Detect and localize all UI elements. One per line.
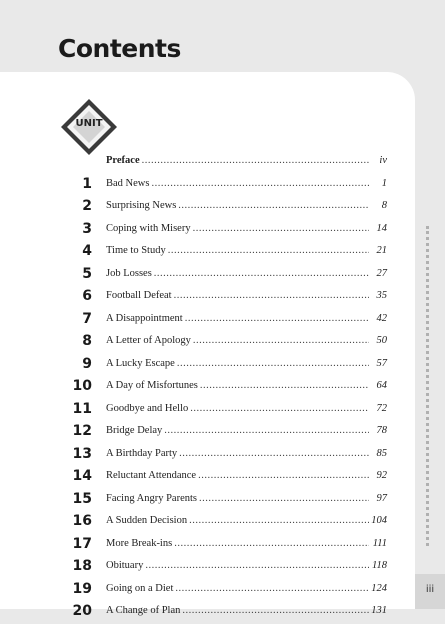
table-of-contents [0,151,415,624]
unit-title: Facing Angry Parents [106,492,197,504]
unit-number: 12 [72,423,92,439]
unit-number: 16 [72,513,92,529]
dot-leader [142,154,369,168]
page-number: iii [425,584,435,595]
unit-number: 4 [82,243,92,259]
toc-unit-row[interactable] [0,264,415,287]
toc-unit-row[interactable] [0,556,415,579]
dot-leader [177,357,369,371]
toc-unit-row[interactable] [0,241,415,264]
unit-title: Football Defeat [106,290,172,301]
dot-leader [168,244,369,258]
dot-leader [190,402,369,416]
dot-leader [182,604,369,618]
unit-page: 72 [376,402,387,414]
toc-unit-row[interactable] [0,399,415,422]
toc-unit-row[interactable] [0,444,415,467]
unit-number: 6 [82,288,92,304]
unit-number: 9 [82,355,92,372]
dot-leader [178,199,369,213]
toc-unit-row[interactable] [0,534,415,557]
dot-leader [189,514,369,528]
unit-title: A Disappointment [106,312,183,324]
dotted-margin-decoration [426,226,429,546]
dot-leader [174,289,369,303]
unit-number: 18 [72,558,92,574]
unit-title: A Day of Misfortunes [106,380,198,391]
unit-number: 17 [72,535,92,552]
unit-number: 10 [72,378,92,394]
unit-page: 92 [376,470,387,481]
toc-unit-row[interactable] [0,174,415,197]
toc-unit-row[interactable] [0,309,415,332]
unit-page: 118 [372,560,387,571]
dot-leader [200,379,369,393]
unit-page: 111 [372,537,387,549]
toc-unit-row[interactable] [0,331,415,354]
dot-leader [151,177,369,191]
unit-page: 42 [376,312,387,324]
unit-page: 27 [376,267,387,279]
dot-leader [199,492,369,506]
unit-title: Time to Study [106,245,166,256]
unit-number: 15 [72,490,92,507]
unit-title: Obituary [106,560,144,571]
dot-leader [198,469,369,483]
unit-title: Job Losses [106,267,152,279]
unit-title: Reluctant Attendance [106,470,197,481]
dot-leader [164,424,369,438]
unit-page: 35 [376,290,387,301]
unit-title: A Sudden Decision [106,515,188,526]
dot-leader [185,312,369,326]
unit-title: Surprising News [106,200,177,211]
toc-unit-row[interactable] [0,489,415,512]
dot-leader [193,222,369,236]
unit-title: More Break-ins [106,537,173,549]
toc-unit-row[interactable] [0,219,415,242]
unit-page: 64 [376,380,387,391]
toc-unit-row[interactable] [0,196,415,219]
unit-number: 11 [72,400,92,417]
unit-page: 78 [376,425,387,436]
unit-title: Bridge Delay [106,425,163,436]
unit-title: Bad News [106,177,150,189]
unit-number: 2 [82,198,92,214]
unit-number: 5 [82,265,92,282]
toc-unit-row[interactable] [0,511,415,534]
unit-number: 14 [72,468,92,484]
unit-page: 124 [371,582,387,594]
unit-page: 14 [376,222,387,234]
toc-unit-row[interactable] [0,376,415,399]
dot-leader [179,447,369,461]
unit-title: A Letter of Apology [106,335,191,346]
unit-number: 8 [82,333,92,349]
unit-title: Goodbye and Hello [106,402,189,414]
unit-number: 13 [72,445,92,462]
unit-page: 85 [376,447,387,459]
unit-page: 21 [376,245,387,256]
toc-unit-row[interactable] [0,354,415,377]
unit-page: 104 [371,515,387,526]
unit-page: 1 [381,177,387,189]
dot-leader [154,267,369,281]
toc-unit-row[interactable] [0,286,415,309]
toc-preface-row[interactable] [0,151,415,174]
unit-number: 3 [82,220,92,237]
preface-page: iv [379,155,387,166]
unit-number: 20 [72,603,92,619]
unit-number: 1 [82,175,92,192]
unit-number: 7 [82,310,92,327]
unit-page: 50 [376,335,387,346]
dot-leader [175,582,369,596]
page-title: Contents [58,34,181,63]
preface-title: Preface [106,155,140,166]
unit-title: A Birthday Party [106,447,178,459]
unit-number: 19 [72,580,92,597]
toc-unit-row[interactable] [0,466,415,489]
unit-page: 8 [381,200,387,211]
dot-leader [193,334,369,348]
unit-page: 57 [376,357,387,369]
toc-unit-row[interactable] [0,601,415,624]
unit-page: 131 [371,605,387,616]
unit-title: A Lucky Escape [106,357,175,369]
unit-page: 97 [376,492,387,504]
toc-unit-row[interactable] [0,579,415,602]
dot-leader [145,559,369,573]
unit-title: Coping with Misery [106,222,191,234]
unit-title: A Change of Plan [106,605,181,616]
unit-title: Going on a Diet [106,582,174,594]
toc-unit-row[interactable] [0,421,415,444]
dot-leader [174,537,369,551]
unit-badge-label: UNIT [75,118,103,129]
